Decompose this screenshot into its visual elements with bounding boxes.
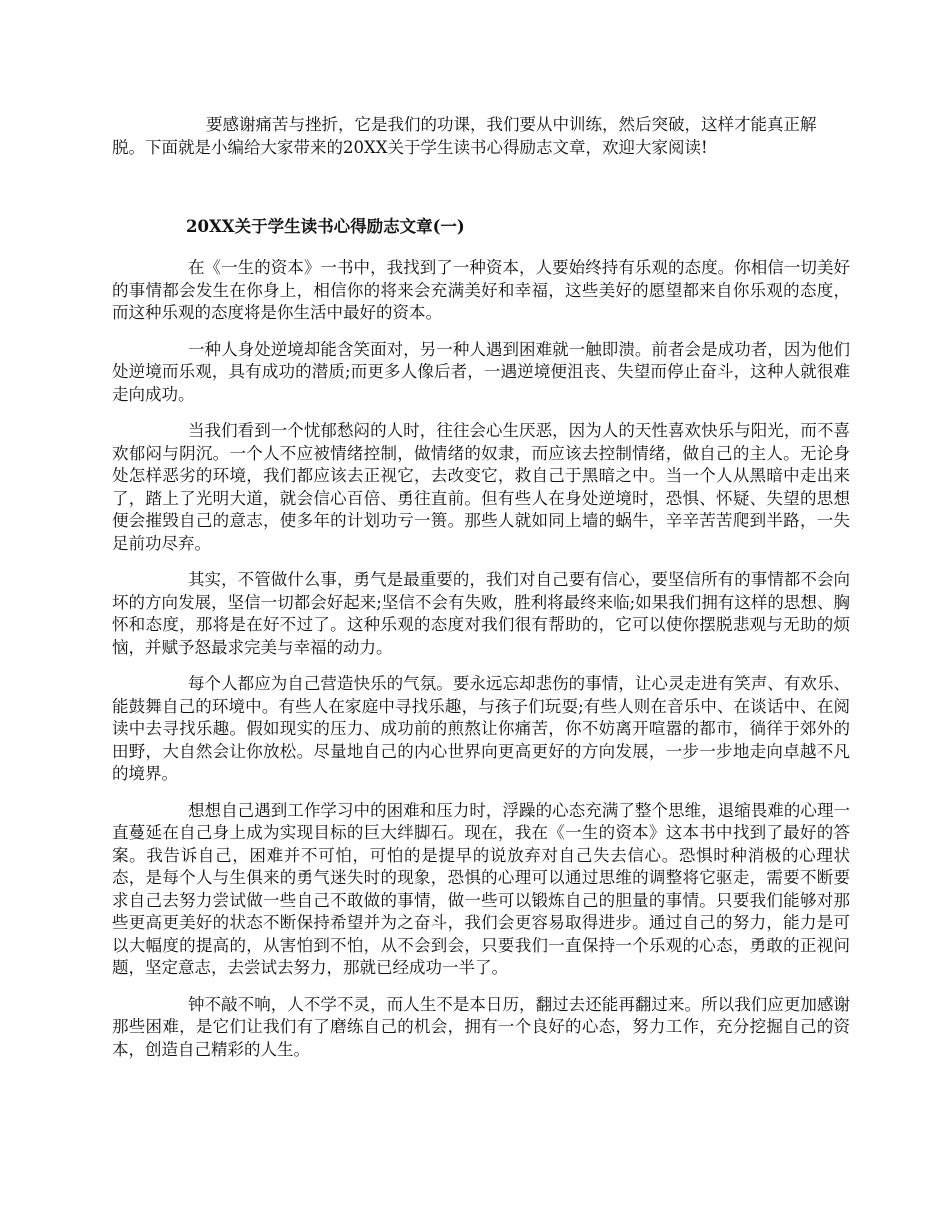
intro-text: 要感谢痛苦与挫折，它是我们的功课，我们要从中训练，然后突破，这样才能真正解脱。下面就是小编给大家带来的20XX关于学生读书心得励志文章，欢迎大家阅读! — [112, 115, 817, 157]
body-paragraph: 想想自己遇到工作学习中的困难和压力时，浮躁的心态充满了整个思维，退缩畏难的心理一直蔓延在自己身上成为实现目标的巨大绊脚石。现在，我在《一生的资本》这本书中找到了最好的答案。我告诉自己，困难并不可怕，可怕的是提早的说放弃对自己失去信心。恐惧时种消极的心理状态，是每个人与生俱来的勇气迷失时的现象，恐惧的心理可以通过思维的调整将它驱走，需要不断要求自己去努力尝试做一些自己不敢做的事情，做一些可以锻炼自己的胆量的事情。只要我们能够对那些更高更美好的状态不断保持希望并为之奋斗，我们会更容易取得进步。通过自己的努力，能力是可以大幅度的提高的，从害怕到不怕，从不会到会，只要我们一直保持一个乐观的心态，勇敢的正视问题，坚定意志，去尝试去努力，那就已经成功一半了。 — [112, 800, 850, 977]
intro-paragraph — [112, 114, 840, 159]
body-paragraph: 钟不敲不响，人不学不灵，而人生不是本日历，翻过去还能再翻过来。所以我们应更加感谢那些困难，是它们让我们有了磨练自己的机会，拥有一个良好的心态，努力工作，充分挖掘自己的资本，创造自己精彩的人生。 — [112, 994, 850, 1059]
body-paragraph: 其实，不管做什么事，勇气是最重要的，我们对自己要有信心，要坚信所有的事情都不会向坏的方向发展，坚信一切都会好起来;坚信不会有失败，胜利将最终来临;如果我们拥有这样的思想、胸怀和态度，那将是在好不过了。这种乐观的态度对我们很有帮助的，它可以使你摆脱悲观与无助的烦恼，并赋予怒最求完美与幸福的动力。 — [112, 570, 850, 657]
body-paragraph: 每个人都应为自己营造快乐的气氛。要永远忘却悲伤的事情，让心灵走进有笑声、有欢乐、能鼓舞自己的环境中。有些人在家庭中寻找乐趣，与孩子们玩耍;有些人则在音乐中、在谈话中、在阅读中去寻找乐趣。假如现实的压力、成功前的煎熬让你痛苦，你不妨离开喧嚣的都市，徜徉于郊外的田野，大自然会让你放松。尽量地自己的内心世界向更高更好的方向发展，一步一步地走向卓越不凡的境界。 — [112, 674, 850, 783]
article-body — [112, 257, 850, 1075]
body-paragraph: 在《一生的资本》一书中，我找到了一种资本，人要始终持有乐观的态度。你相信一切美好的事情都会发生在你身上，相信你的将来会充满美好和幸福，这些美好的愿望都来自你乐观的态度，而这种乐观的态度将是你生活中最好的资本。 — [112, 258, 850, 322]
body-paragraph: 当我们看到一个忧郁愁闷的人时，往往会心生厌恶，因为人的天性喜欢快乐与阳光，而不喜欢郁闷与阴沉。一个人不应被情绪控制，做情绪的奴隶，而应该去控制情绪，做自己的主人。无论身处怎样恶劣的环境，我们都应该去正视它，去改变它，救自己于黑暗之中。当一个人从黑暗中走出来了，踏上了光明大道，就会信心百倍、勇往直前。但有些人在身处逆境时，恐惧、怀疑、失望的思想便会摧毁自己的意志，使多年的计划功亏一篑。那些人就如同上墙的蜗牛，辛辛苦苦爬到半路，一失足前功尽弃。 — [112, 421, 850, 553]
article-title: 20XX关于学生读书心得励志文章(一) — [186, 217, 465, 236]
body-paragraph: 一种人身处逆境却能含笑面对，另一种人遇到困难就一触即溃。前者会是成功者，因为他们处逆境而乐观，具有成功的潜质;而更多人像后者，一遇逆境便沮丧、失望而停止奋斗，这种人就很难走向成功。 — [112, 339, 850, 404]
